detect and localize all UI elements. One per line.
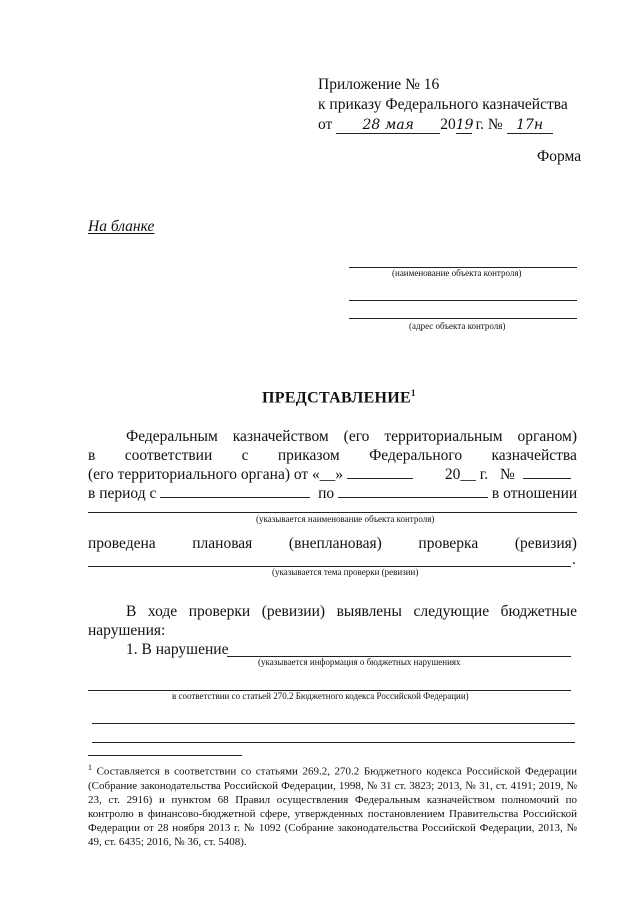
order-number-blank bbox=[523, 478, 571, 479]
object-name-hint: (указывается наименование объекта контроля) bbox=[256, 514, 435, 524]
handwritten-date bbox=[336, 117, 440, 134]
paragraph-line-4: в период с по в отношении bbox=[88, 485, 578, 502]
footnote-separator bbox=[88, 755, 242, 756]
document-title: ПРЕДСТАВЛЕНИЕ$^1$ bbox=[262, 388, 416, 407]
recipient-address-hint: (адрес объекта контроля) bbox=[409, 321, 506, 331]
year-number-label: г. № bbox=[475, 116, 503, 133]
order-reference: к приказу Федерального казначейства bbox=[318, 96, 568, 113]
order-date-row bbox=[318, 116, 553, 134]
handwritten-year: 19 bbox=[455, 117, 474, 133]
check-type-line: проведена плановая (внеплановая) проверка (ревизия) bbox=[88, 535, 577, 552]
blank-label: На бланке bbox=[88, 218, 155, 235]
paragraph-line-1: Федеральным казначейством (его территориальным органом) bbox=[126, 428, 577, 445]
order-month-blank bbox=[347, 478, 413, 479]
recipient-line-2 bbox=[349, 300, 577, 301]
recipient-name-hint: (наименование объекта контроля) bbox=[392, 268, 522, 278]
item-1-label: 1. В нарушение bbox=[126, 641, 229, 658]
findings-line-2: нарушения: bbox=[88, 622, 166, 639]
footnote-text: $^1$ Составляется в соответствии со статьями 269.2, 270.2 Бюджетного кодекса Российской Федерации (Собрание законодательства Российской Федерации, 1998, № 31 ст. 3823; 2013, № 31, ст. 4191; 2019, № 23, ст. 2916) и пунктом 68 Правил осуществления Федеральным казначейством полномочий по контролю в финансово-бюджетной сфере, утвержденных постановлением Правительства Российской Федерации от 28 ноября 2013 г. № 1092 (Собрание законодательства Российской Федерации, 2013, № 49, ст. 6435; 2016, № 36, ст. 5408). bbox=[88, 763, 578, 848]
topic-hint: (указывается тема проверки (ревизии) bbox=[272, 567, 419, 577]
recipient-address-line bbox=[349, 318, 577, 319]
object-name-line bbox=[88, 512, 577, 513]
period-from-blank bbox=[160, 497, 310, 498]
date-month: мая bbox=[384, 117, 414, 133]
from-label: от bbox=[318, 116, 333, 133]
findings-line-1: В ходе проверки (ревизии) выявлены следующие бюджетные bbox=[126, 603, 577, 620]
form-label: Форма bbox=[537, 148, 582, 165]
handwritten-order-number: 17н bbox=[507, 117, 553, 134]
footnote-mark: 1 bbox=[88, 763, 92, 772]
topic-period: . bbox=[572, 551, 576, 568]
period-to-blank bbox=[338, 497, 488, 498]
blank-line-2 bbox=[92, 742, 575, 743]
blank-line-1 bbox=[92, 723, 575, 724]
appendix-number: Приложение № 16 bbox=[318, 76, 440, 93]
footnote-ref: 1 bbox=[411, 388, 416, 398]
article-hint: в соответствии со статьей 270.2 Бюджетного кодекса Российской Федерации) bbox=[172, 691, 469, 701]
item-1-hint: (указывается информация о бюджетных нарушениях bbox=[258, 657, 461, 667]
date-day: 28 bbox=[362, 117, 381, 133]
year-prefix: 20 bbox=[440, 116, 456, 133]
paragraph-line-3: (его территориального органа) от «__» 20__ г. № bbox=[88, 466, 571, 484]
paragraph-line-2: в соответствии с приказом Федерального казначейства bbox=[88, 447, 577, 464]
